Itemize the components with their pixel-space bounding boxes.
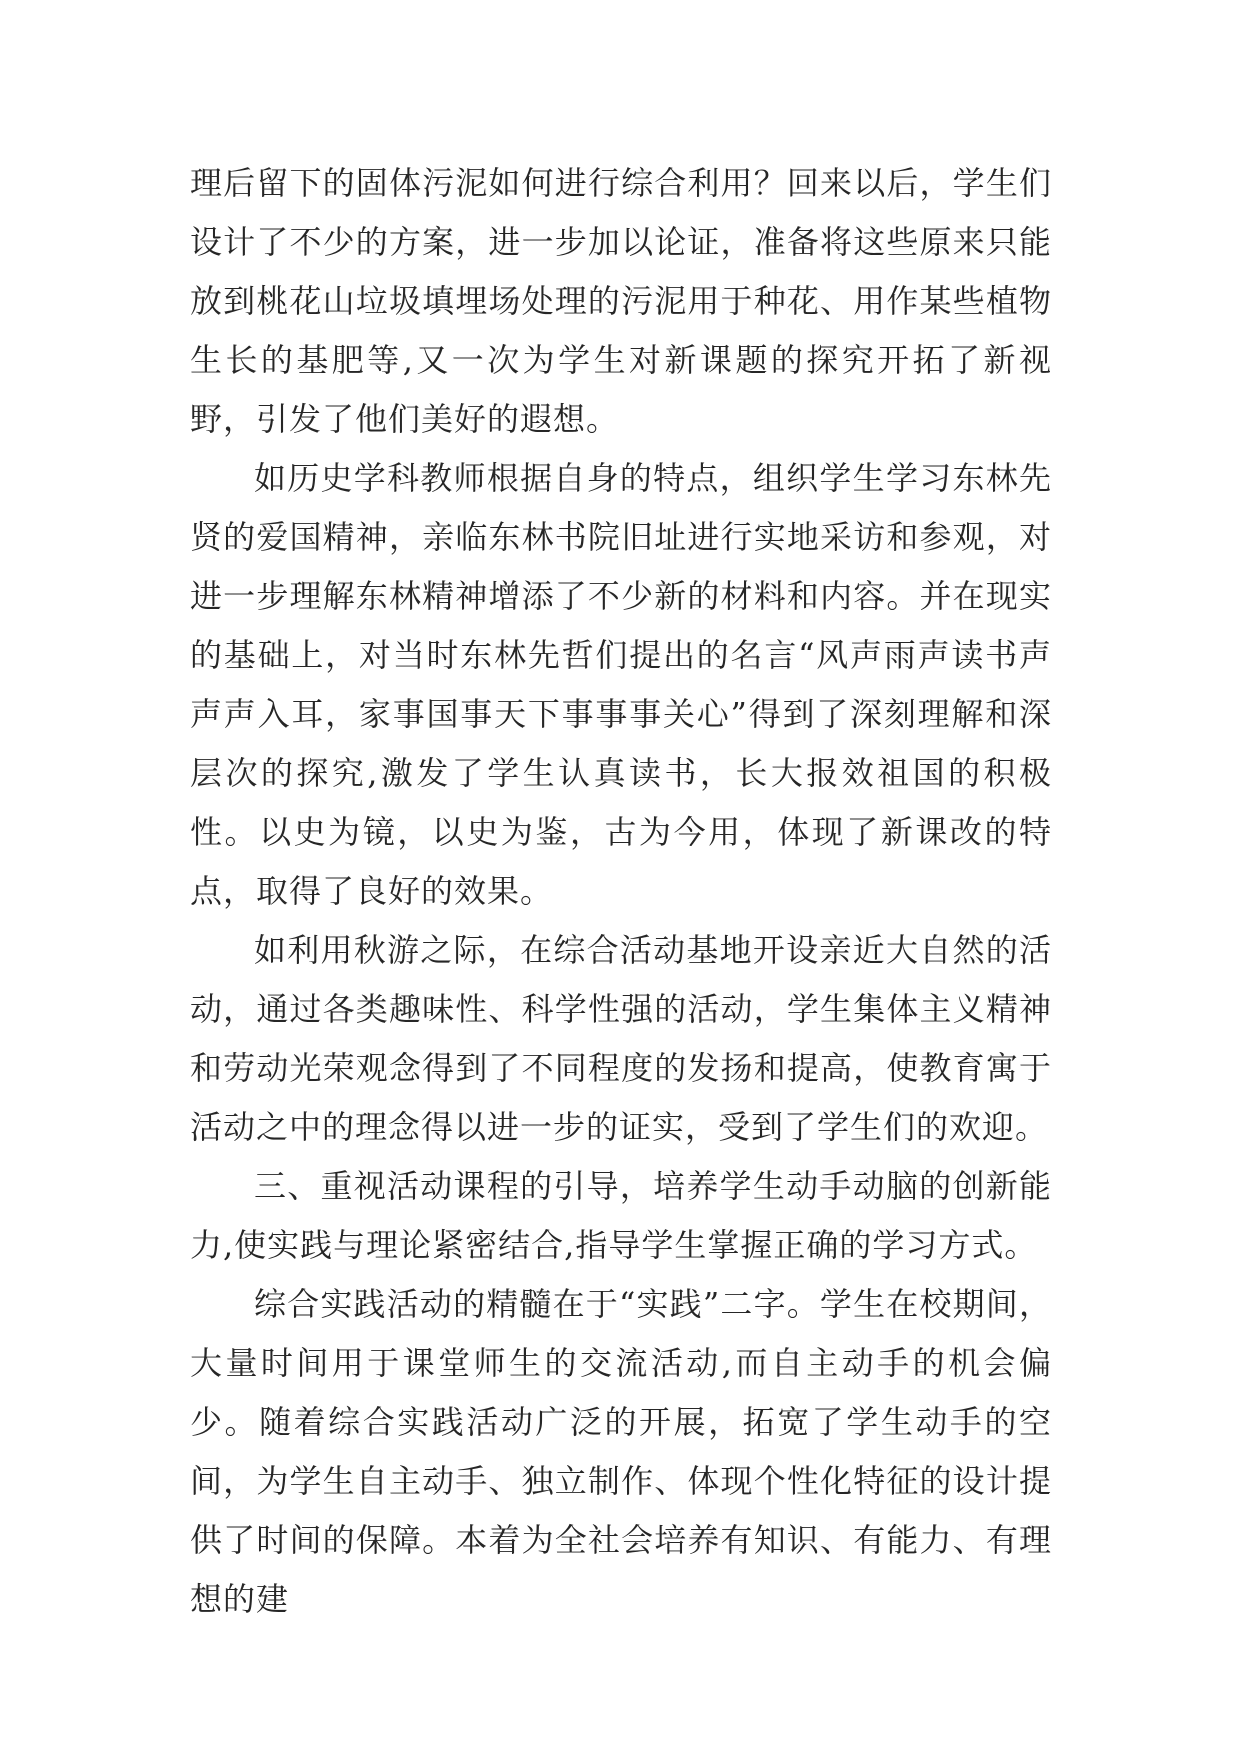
paragraph-practice-essence: 综合实践活动的精髓在于“实践”二字。学生在校期间，大量时间用于课堂师生的交流活动,而自主动手的机会偏少。随着综合实践活动广泛的开展，拓宽了学生动手的空间，为学生自主动手、独立制作、体现个性化特征的设计提供了时间的保障。本着为全社会培养有知识、有能力、有理想的建 bbox=[190, 1285, 1052, 1618]
body-text bbox=[190, 154, 1052, 1629]
paragraph-history-donglin: 如历史学科教师根据自身的特点，组织学生学习东林先贤的爱国精神，亲临东林书院旧址进行实地采访和参观，对进一步理解东林精神增添了不少新的材料和内容。并在现实的基础上，对当时东林先哲们提出的名言“风声雨声读书声声声入耳，家事国事天下事事事关心”得到了深刻理解和深层次的探究,激发了学生认真读书，长大报效祖国的积极性。以史为镜，以史为鉴，古为今用，体现了新课改的特点，取得了良好的效果。 bbox=[190, 459, 1052, 910]
paragraph-autumn-outing: 如利用秋游之际，在综合活动基地开设亲近大自然的活动，通过各类趣味性、科学性强的活动，学生集体主义精神和劳动光荣观念得到了不同程度的发扬和提高，使教育寓于活动之中的理念得以进一步的证实，受到了学生们的欢迎。 bbox=[190, 931, 1052, 1146]
section-heading-three: 三、重视活动课程的引导，培养学生动手动脑的创新能力,使实践与理论紧密结合,指导学生掌握正确的学习方式。 bbox=[190, 1167, 1052, 1264]
paragraph-continuation: 理后留下的固体污泥如何进行综合利用？回来以后，学生们设计了不少的方案，进一步加以论证，准备将这些原来只能放到桃花山垃圾填埋场处理的污泥用于种花、用作某些植物生长的基肥等,又一次为学生对新课题的探究开拓了新视野，引发了他们美好的遐想。 bbox=[190, 164, 1052, 438]
